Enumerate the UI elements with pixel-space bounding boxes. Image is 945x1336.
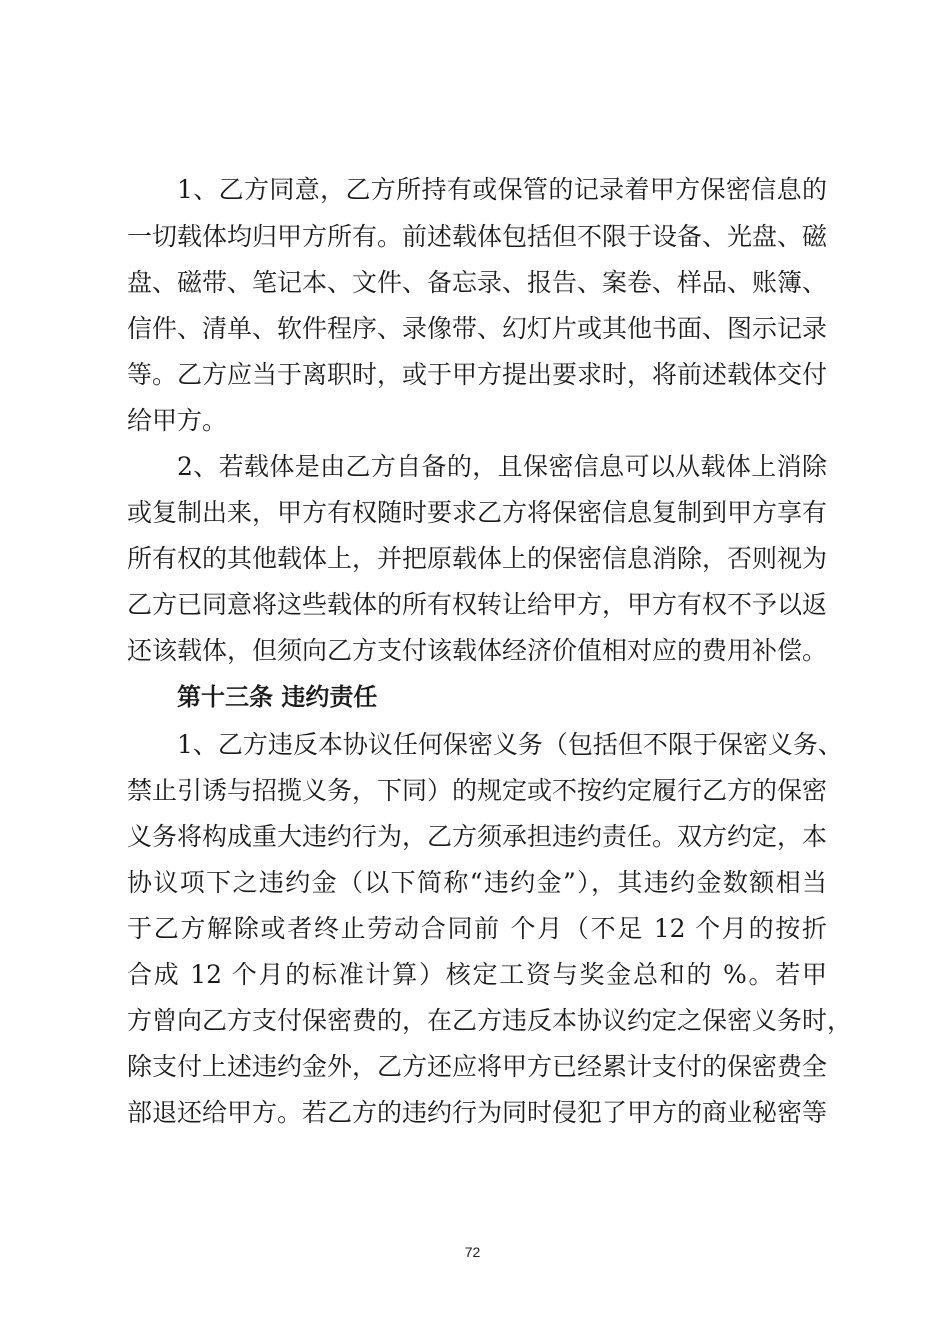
paragraph-2-line-2: 或复制出来，甲方有权随时要求乙方将保密信息复制到甲方享有 xyxy=(127,498,828,527)
paragraph-2-line-1: 2、若载体是由乙方自备的，且保密信息可以从载体上消除 xyxy=(177,452,827,481)
paragraph-2-line-4: 乙方已同意将这些载体的所有权转让给甲方，甲方有权不予以返 xyxy=(127,590,828,619)
paragraph-3-line-2: 禁止引诱与招揽义务，下同）的规定或不按约定履行乙方的保密 xyxy=(127,776,828,805)
paragraph-1-line-3: 盘、磁带、笔记本、文件、备忘录、报告、案卷、样品、账簿、 xyxy=(127,268,828,297)
page-number: 72 xyxy=(464,1244,481,1260)
paragraph-3-line-8: 除支付上述违约金外，乙方还应将甲方已经累计支付的保密费全 xyxy=(127,1052,828,1081)
paragraph-3-line-6: 合成 12 个月的标准计算）核定工资与奖金总和的 %。若甲 xyxy=(127,960,827,989)
paragraph-3-line-3: 义务将构成重大违约行为，乙方须承担违约责任。双方约定，本 xyxy=(127,822,828,851)
paragraph-1-line-6: 给甲方。 xyxy=(127,406,228,435)
paragraph-1-line-4: 信件、清单、软件程序、录像带、幻灯片或其他书面、图示记录 xyxy=(127,314,828,343)
paragraph-3-line-4: 协议项下之违约金（以下简称“违约金”），其违约金数额相当 xyxy=(127,868,827,897)
paragraph-1-line-2: 一切载体均归甲方所有。前述载体包括但不限于设备、光盘、磁 xyxy=(127,222,828,251)
paragraph-1-line-1: 1、乙方同意，乙方所持有或保管的记录着甲方保密信息的 xyxy=(177,175,827,204)
paragraph-1-line-5: 等。乙方应当于离职时，或于甲方提出要求时，将前述载体交付 xyxy=(127,360,828,389)
paragraph-3-line-5: 于乙方解除或者终止劳动合同前 个月（不足 12 个月的按折 xyxy=(127,914,827,943)
paragraph-3-line-7: 方曾向乙方支付保密费的，在乙方违反本协议约定之保密义务时， xyxy=(127,1006,853,1035)
paragraph-2-line-5: 还该载体，但须向乙方支付该载体经济价值相对应的费用补偿。 xyxy=(127,636,828,665)
article-heading: 第十三条 违约责任 xyxy=(177,683,378,711)
paragraph-3-line-9: 部退还给甲方。若乙方的违约行为同时侵犯了甲方的商业秘密等 xyxy=(127,1098,828,1127)
paragraph-2-line-3: 所有权的其他载体上，并把原载体上的保密信息消除，否则视为 xyxy=(127,544,828,573)
paragraph-3-line-1: 1、乙方违反本协议任何保密义务（包括但不限于保密义务、 xyxy=(177,730,843,759)
